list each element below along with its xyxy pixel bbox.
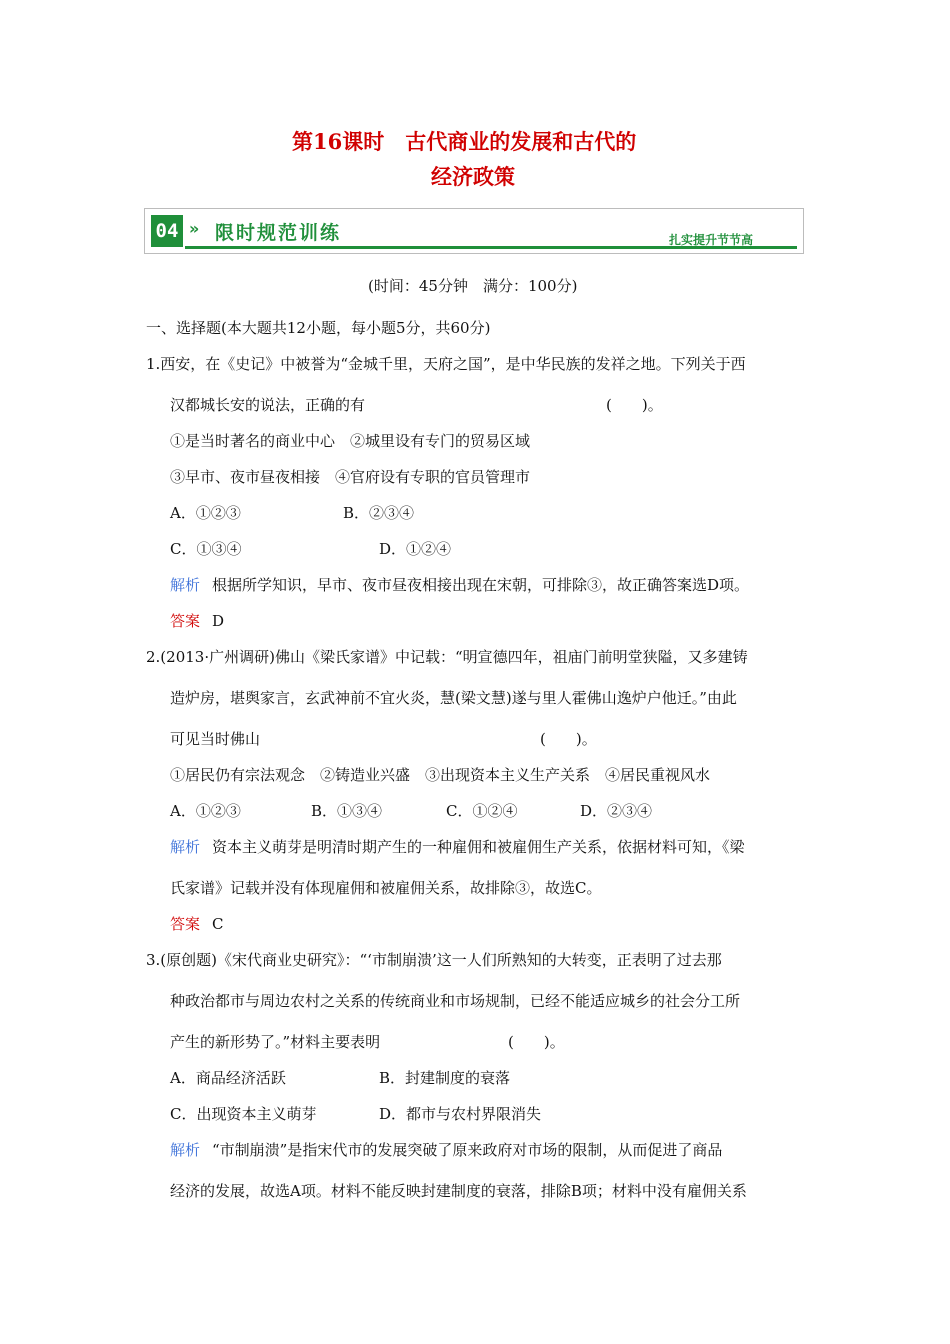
q3-analysis-line2: 经济的发展，故选A项。材料不能反映封建制度的衰落，排除B项；材料中没有雇佣关系 (170, 1182, 747, 1200)
q2-stem-line3: 可见当时佛山 (170, 730, 261, 748)
q3-option-b: B．封建制度的衰落 (379, 1069, 511, 1087)
banner-arrow-icon: » (189, 219, 200, 238)
q3-option-a: A．商品经济活跃 (170, 1069, 286, 1087)
q2-analysis-text1: 资本主义萌芽是明清时期产生的一种雇佣和被雇佣生产关系，依据材料可知，《梁 (212, 838, 745, 856)
q1-item-line1: ①是当时著名的商业中心 ②城里设有专门的贸易区域 (170, 432, 531, 450)
q1-answer-label: 答案 (170, 612, 201, 630)
q1-blank: ( )。 (606, 396, 663, 414)
q2-option-d: D．②③④ (580, 802, 653, 820)
q2-items: ①居民仍有宗法观念 ②铸造业兴盛 ③出现资本主义生产关系 ④居民重视风水 (170, 766, 711, 784)
q3-option-c: C．出现资本主义萌芽 (170, 1105, 317, 1123)
q1-item-line2: ③早市、夜市昼夜相接 ④官府设有专职的官员管理市 (170, 468, 531, 486)
q1-option-d: D．①②④ (379, 540, 452, 558)
q2-stem-line2: 造炉房，堪舆家言，玄武神前不宜火炎，慧(梁文慧)遂与里人霍佛山逸炉户他迁。”由此 (170, 689, 737, 707)
banner-number: 04 (151, 215, 183, 247)
page-title-line1: 第16课时 古代商业的发展和古代的 (292, 129, 637, 154)
q2-analysis-label: 解析 (170, 838, 201, 856)
q3-stem-line2: 种政治都市与周边农村之关系的传统商业和市场规制，已经不能适应城乡的社会分工所 (170, 992, 741, 1010)
q3-analysis-line1 (170, 1140, 722, 1160)
section-heading: 一、选择题(本大题共12小题，每小题5分，共60分) (146, 319, 491, 337)
q3-analysis-label: 解析 (170, 1141, 201, 1159)
q2-analysis-line2: 氏家谱》记载并没有体现雇佣和被雇佣关系，故排除③，故选C。 (170, 879, 602, 897)
q1-stem-line2: 汉都城长安的说法，正确的有 (170, 396, 366, 414)
q2-option-a: A．①②③ (170, 802, 241, 820)
q1-option-a: A．①②③ (170, 504, 241, 522)
time-info: (时间：45分钟 满分：100分) (368, 277, 578, 295)
banner-title: 限时规范训练 (215, 222, 342, 244)
q2-stem-line1: 2.(2013·广州调研)佛山《梁氏家谱》中记载：“明宣德四年，祖庙门前明堂狭隘，又多建铸 (146, 648, 748, 666)
q1-analysis-label: 解析 (170, 576, 201, 594)
q2-option-c: C．①②④ (446, 802, 518, 820)
q3-stem-line3: 产生的新形势了。”材料主要表明 (170, 1033, 381, 1051)
q2-answer-label: 答案 (170, 915, 201, 933)
q1-analysis (170, 575, 749, 595)
q3-analysis-text1: “市制崩溃”是指宋代市的发展突破了原来政府对市场的限制，从而促进了商品 (212, 1141, 723, 1159)
banner-slogan: 扎实提升节节高 (668, 233, 753, 247)
q2-answer (170, 914, 224, 934)
q1-option-b: B．②③④ (343, 504, 415, 522)
q1-answer-value: D (212, 612, 225, 630)
q2-blank: ( )。 (540, 730, 597, 748)
q1-answer (170, 611, 224, 631)
q1-option-c: C．①③④ (170, 540, 242, 558)
q3-stem-line1: 3.(原创题)《宋代商业史研究》：“‘市制崩溃’这一人们所熟知的大转变，正表明了过去那 (146, 951, 722, 969)
q3-option-d: D．都市与农村界限消失 (379, 1105, 542, 1123)
q2-answer-value: C (212, 915, 224, 933)
q3-blank: ( )。 (508, 1033, 565, 1051)
q1-analysis-text: 根据所学知识，早市、夜市昼夜相接出现在宋朝，可排除③，故正确答案选D项。 (212, 576, 750, 594)
section-banner (144, 208, 804, 254)
q2-option-b: B．①③④ (311, 802, 383, 820)
page-title-line2: 经济政策 (431, 164, 515, 189)
q2-analysis-line1 (170, 837, 745, 857)
q1-stem-line1: 1.西安，在《史记》中被誉为“金城千里，天府之国”，是中华民族的发祥之地。下列关于西 (146, 355, 746, 373)
